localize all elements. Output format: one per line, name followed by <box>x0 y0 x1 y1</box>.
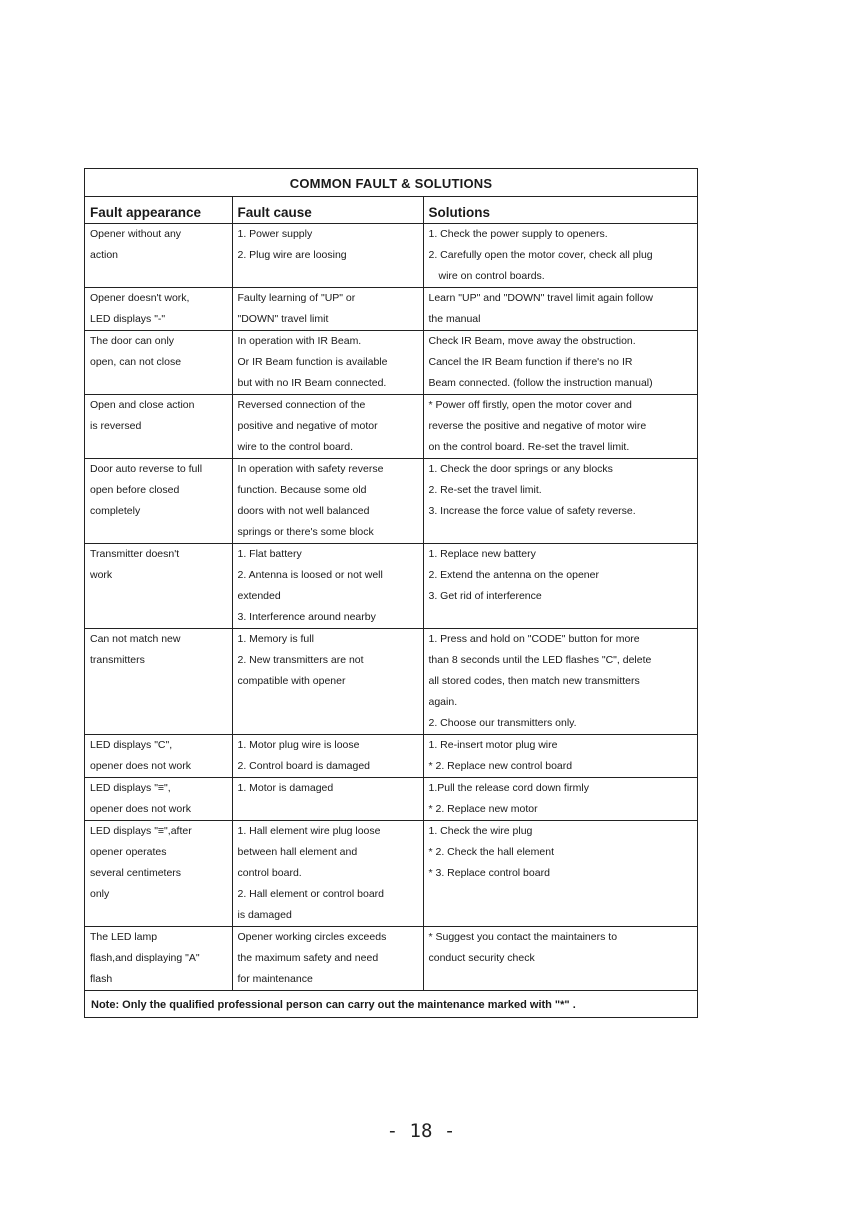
table-row <box>85 629 697 735</box>
cell-line: flash <box>90 973 113 985</box>
cell-appearance <box>85 629 232 735</box>
cell-line: 1. Check the wire plug <box>428 825 533 837</box>
cell-line: wire on control boards. <box>438 270 545 282</box>
cell-line: Opener doesn't work, <box>90 292 190 304</box>
cell-line: control board. <box>237 867 302 879</box>
cell-solutions <box>423 288 697 331</box>
cell-line: only <box>90 888 110 900</box>
cell-line: function. Because some old <box>237 484 367 496</box>
cell-line: Reversed connection of the <box>237 399 366 411</box>
cell-cause <box>232 735 423 778</box>
table-row <box>85 288 697 331</box>
table-title: COMMON FAULT & SOLUTIONS <box>85 169 697 197</box>
cell-line: LED displays "-" <box>90 313 166 325</box>
cell-line: 1. Press and hold on "CODE" button for more <box>428 633 640 645</box>
cell-solutions <box>423 821 697 927</box>
cell-line: open, can not close <box>90 356 182 368</box>
cell-line: 1. Re-insert motor plug wire <box>428 739 558 751</box>
cell-line: LED displays "≡",after <box>90 825 192 837</box>
cell-line: 2. Choose our transmitters only. <box>428 717 577 729</box>
cell-line: Check IR Beam, move away the obstruction. <box>428 335 636 347</box>
cell-line: 3. Get rid of interference <box>428 590 542 602</box>
cell-line: Faulty learning of "UP" or <box>237 292 356 304</box>
cell-line: The door can only <box>90 335 175 347</box>
cell-appearance <box>85 778 232 821</box>
cell-line: open before closed <box>90 484 180 496</box>
cell-appearance <box>85 224 232 288</box>
cell-cause <box>232 288 423 331</box>
header-row <box>85 197 697 224</box>
cell-line: on the control board. Re-set the travel limit. <box>428 441 630 453</box>
cell-line: * 2. Check the hall element <box>428 846 554 858</box>
cell-line: springs or there's some block <box>237 526 374 538</box>
cell-line: compatible with opener <box>237 675 346 687</box>
cell-line: extended <box>237 590 281 602</box>
cell-solutions <box>423 629 697 735</box>
cell-solutions <box>423 778 697 821</box>
cell-line: is damaged <box>237 909 292 921</box>
maintenance-note: Note: Only the qualified professional person can carry out the maintenance marked with "*" . <box>85 990 697 1017</box>
cell-cause <box>232 927 423 991</box>
cell-line: action <box>90 249 119 261</box>
cell-line: Open and close action <box>90 399 195 411</box>
cell-line: flash,and displaying "A" <box>90 952 200 964</box>
cell-line: LED displays "≡", <box>90 782 171 794</box>
cell-cause <box>232 459 423 544</box>
cell-line: Opener without any <box>90 228 182 240</box>
cell-line: completely <box>90 505 141 517</box>
cell-line: * Power off firstly, open the motor cover and <box>428 399 632 411</box>
cell-line: 1. Power supply <box>237 228 313 240</box>
table-row <box>85 459 697 544</box>
cell-line: Beam connected. (follow the instruction manual) <box>428 377 653 389</box>
cell-line: all stored codes, then match new transmitters <box>428 675 640 687</box>
cell-line: 2. Re-set the travel limit. <box>428 484 542 496</box>
cell-cause <box>232 395 423 459</box>
cell-line: than 8 seconds until the LED flashes "C", delete <box>428 654 652 666</box>
cell-line: again. <box>428 696 458 708</box>
cell-line: 1. Hall element wire plug loose <box>237 825 381 837</box>
cell-line: is reversed <box>90 420 142 432</box>
cell-line: doors with not well balanced <box>237 505 370 517</box>
cell-appearance <box>85 395 232 459</box>
table-row <box>85 927 697 991</box>
cell-solutions <box>423 224 697 288</box>
cell-line: In operation with safety reverse <box>237 463 384 475</box>
cell-appearance <box>85 927 232 991</box>
cell-cause <box>232 331 423 395</box>
header-fault-appearance: Fault appearance <box>85 197 232 224</box>
cell-line: 2. Extend the antenna on the opener <box>428 569 599 581</box>
header-solutions: Solutions <box>423 197 697 224</box>
cell-cause <box>232 778 423 821</box>
page-number: - 18 - <box>386 1120 456 1142</box>
cell-cause <box>232 821 423 927</box>
fault-table <box>84 168 698 1018</box>
cell-line: 1. Motor plug wire is loose <box>237 739 360 751</box>
fault-grid <box>85 197 697 990</box>
cell-appearance <box>85 821 232 927</box>
cell-line: 2. Plug wire are loosing <box>237 249 347 261</box>
table-row <box>85 331 697 395</box>
cell-line: 2. Hall element or control board <box>237 888 384 900</box>
cell-appearance <box>85 735 232 778</box>
cell-line: * Suggest you contact the maintainers to <box>428 931 618 943</box>
cell-appearance <box>85 288 232 331</box>
cell-line: for maintenance <box>237 973 313 985</box>
cell-line: 3. Interference around nearby <box>237 611 376 623</box>
table-row <box>85 821 697 927</box>
cell-line: reverse the positive and negative of motor wire <box>428 420 647 432</box>
cell-solutions <box>423 927 697 991</box>
cell-line: 1. Motor is damaged <box>237 782 334 794</box>
table-row <box>85 224 697 288</box>
cell-solutions <box>423 544 697 629</box>
cell-line: 2. Carefully open the motor cover, check all plug <box>428 249 653 261</box>
cell-appearance <box>85 459 232 544</box>
cell-line: Transmitter doesn't <box>90 548 180 560</box>
cell-line: Or IR Beam function is available <box>237 356 388 368</box>
cell-line: LED displays "C", <box>90 739 173 751</box>
cell-line: 1. Memory is full <box>237 633 314 645</box>
cell-line: conduct security check <box>428 952 535 964</box>
cell-line: Learn "UP" and "DOWN" travel limit again follow <box>428 292 653 304</box>
cell-line: "DOWN" travel limit <box>237 313 329 325</box>
cell-line: 3. Increase the force value of safety reverse. <box>428 505 636 517</box>
cell-line: Opener working circles exceeds <box>237 931 387 943</box>
cell-line: In operation with IR Beam. <box>237 335 362 347</box>
table-row <box>85 778 697 821</box>
cell-cause <box>232 544 423 629</box>
cell-line: 1. Flat battery <box>237 548 302 560</box>
cell-line: 1.Pull the release cord down firmly <box>428 782 589 794</box>
cell-line: * 3. Replace control board <box>428 867 550 879</box>
cell-line: the manual <box>428 313 481 325</box>
cell-line: wire to the control board. <box>237 441 354 453</box>
cell-line: Cancel the IR Beam function if there's no IR <box>428 356 633 368</box>
cell-line: 1. Check the power supply to openers. <box>428 228 608 240</box>
table-row <box>85 735 697 778</box>
cell-line: between hall element and <box>237 846 358 858</box>
cell-line: 2. Antenna is loosed or not well <box>237 569 383 581</box>
cell-line: 1. Check the door springs or any blocks <box>428 463 613 475</box>
fault-rows <box>85 224 697 991</box>
header-fault-cause: Fault cause <box>232 197 423 224</box>
cell-solutions <box>423 459 697 544</box>
cell-solutions <box>423 735 697 778</box>
cell-appearance <box>85 331 232 395</box>
cell-appearance <box>85 544 232 629</box>
cell-cause <box>232 224 423 288</box>
cell-line: opener does not work <box>90 760 191 772</box>
cell-line: Door auto reverse to full <box>90 463 203 475</box>
cell-line: Can not match new <box>90 633 181 645</box>
cell-cause <box>232 629 423 735</box>
cell-line: 2. New transmitters are not <box>237 654 364 666</box>
cell-line: several centimeters <box>90 867 182 879</box>
cell-solutions <box>423 395 697 459</box>
cell-line: positive and negative of motor <box>237 420 378 432</box>
cell-line: the maximum safety and need <box>237 952 379 964</box>
cell-line: * 2. Replace new control board <box>428 760 573 772</box>
cell-line: but with no IR Beam connected. <box>237 377 387 389</box>
cell-line: opener does not work <box>90 803 191 815</box>
cell-line: 1. Replace new battery <box>428 548 536 560</box>
cell-line: The LED lamp <box>90 931 158 943</box>
table-row <box>85 544 697 629</box>
table-row <box>85 395 697 459</box>
cell-line: work <box>90 569 113 581</box>
cell-line: transmitters <box>90 654 145 666</box>
cell-solutions <box>423 331 697 395</box>
cell-line: * 2. Replace new motor <box>428 803 538 815</box>
cell-line: 2. Control board is damaged <box>237 760 370 772</box>
cell-line: opener operates <box>90 846 167 858</box>
